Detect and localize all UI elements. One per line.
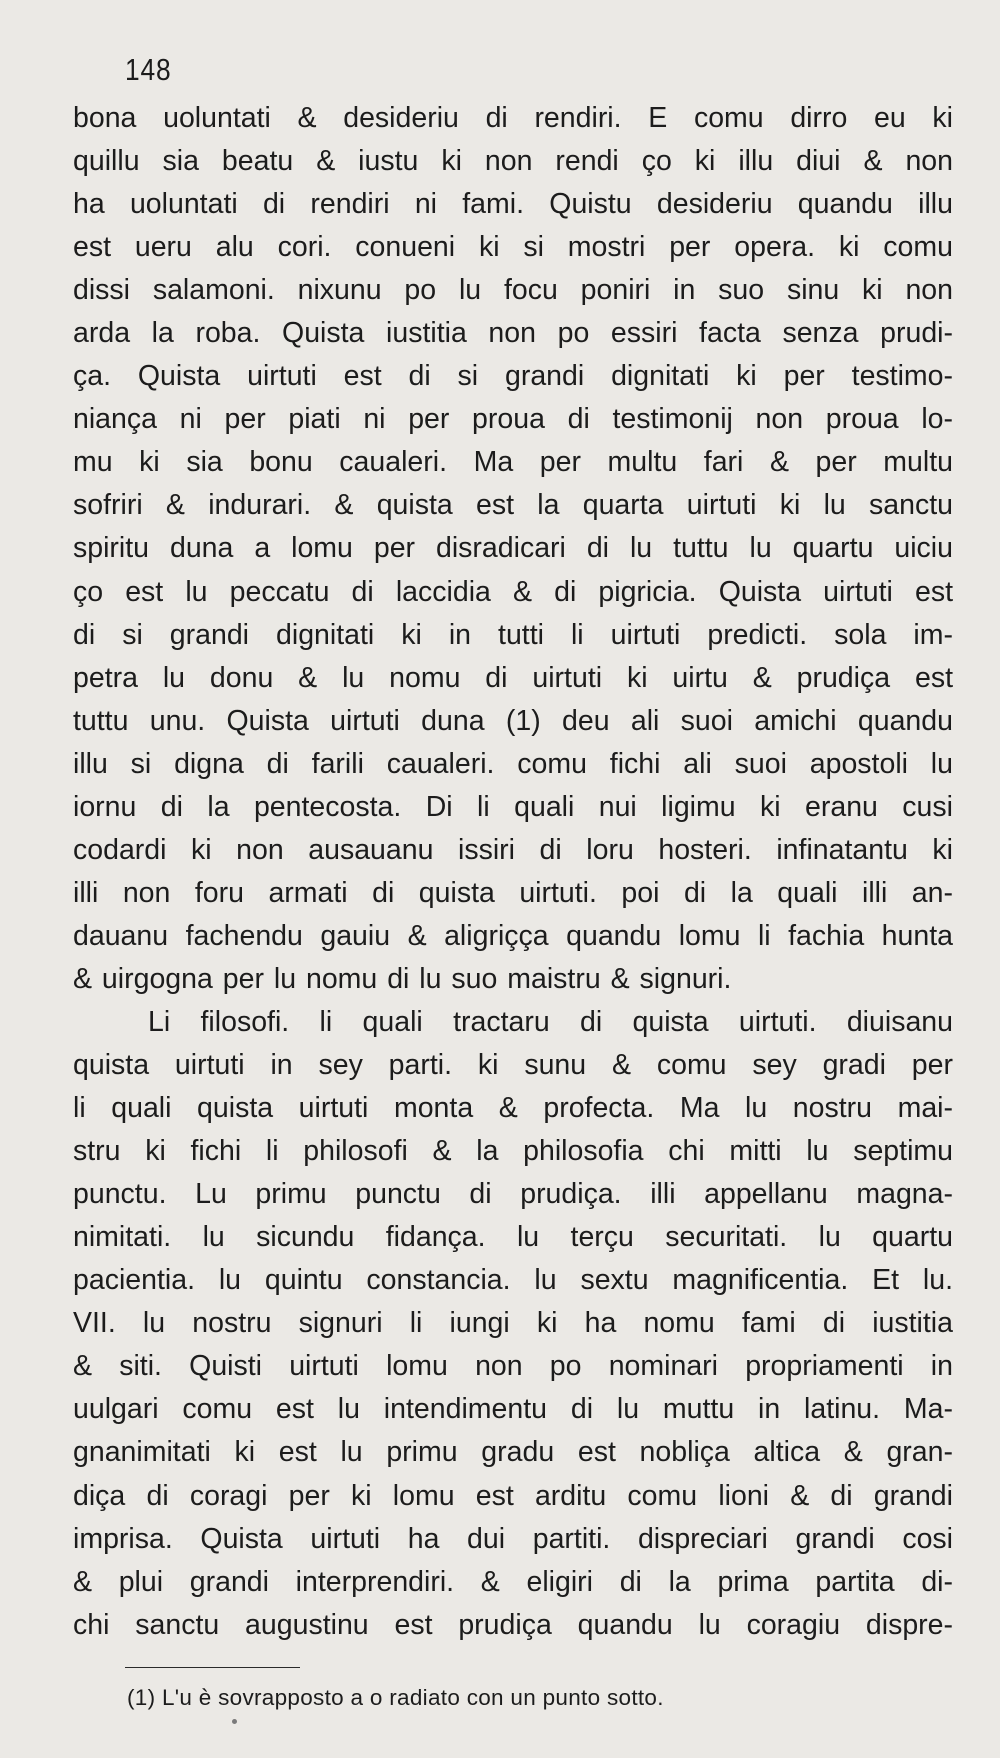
text-line: sofriri & indurari. & quista est la quarta uirtuti ki lu sanctu	[73, 489, 953, 522]
text-line: chi sanctu augustinu est prudiça quandu lu coragiu dispre-	[73, 1608, 953, 1641]
text-line: imprisa. Quista uirtuti ha dui partiti. dispreciari grandi cosi	[73, 1522, 953, 1555]
text-line: illi non foru armati di quista uirtuti. poi di la quali illi an-	[73, 876, 953, 909]
text-line: & uirgogna per lu nomu di lu suo maistru & signuri.	[73, 962, 732, 995]
text-line: & plui grandi interprendiri. & eligiri di la prima partita di-	[73, 1565, 953, 1598]
text-line: niança ni per piati ni per proua di testimonij non proua lo-	[73, 403, 953, 436]
text-line: spiritu duna a lomu per disradicari di lu tuttu lu quartu uiciu	[73, 532, 953, 565]
text-line: arda la roba. Quista iustitia non po essiri facta senza prudi-	[73, 317, 953, 350]
text-line: mu ki sia bonu caualeri. Ma per multu fari & per multu	[73, 446, 953, 479]
footnote: (1) L'u è sovrapposto a o radiato con un punto sotto.	[127, 1685, 664, 1710]
text-line: punctu. Lu primu punctu di prudiça. illi appellanu magna-	[73, 1178, 953, 1211]
text-line: dissi salamoni. nixunu po lu focu poniri in suo sinu ki non	[73, 274, 953, 307]
text-line: ço est lu peccatu di laccidia & di pigricia. Quista uirtuti est	[73, 575, 953, 608]
text-line: bona uoluntati & desideriu di rendiri. E comu dirro eu ki	[73, 102, 953, 134]
text-line: pacientia. lu quintu constancia. lu sextu magnificentia. Et lu.	[73, 1264, 953, 1297]
text-line: iornu di la pentecosta. Di li quali nui ligimu ki eranu cusi	[73, 790, 953, 823]
text-line: quillu sia beatu & iustu ki non rendi ço ki illu diui & non	[73, 145, 953, 178]
text-line: diça di coragi per ki lomu est arditu comu lioni & di grandi	[73, 1479, 953, 1512]
body-text	[73, 97, 953, 1647]
text-line-paragraph-start: Li filosofi. li quali tractaru di quista uirtuti. diuisanu	[148, 1005, 953, 1038]
print-speck	[232, 1719, 237, 1724]
text-line: VII. lu nostru signuri li iungi ki ha nomu fami di iustitia	[73, 1307, 953, 1340]
text-line: stru ki fichi li philosofi & la philosofia chi mitti lu septimu	[73, 1135, 953, 1168]
text-line: quista uirtuti in sey parti. ki sunu & comu sey gradi per	[73, 1049, 953, 1082]
text-line: nimitati. lu sicundu fidança. lu terçu securitati. lu quartu	[73, 1221, 953, 1254]
text-line: tuttu unu. Quista uirtuti duna (1) deu ali suoi amichi quandu	[73, 704, 953, 737]
text-line: uulgari comu est lu intendimentu di lu muttu in latinu. Ma-	[73, 1393, 953, 1426]
text-line: codardi ki non ausauanu issiri di loru hosteri. infinatantu ki	[73, 833, 953, 866]
text-line: illu si digna di farili caualeri. comu fichi ali suoi apostoli lu	[73, 747, 953, 780]
text-line: gnanimitati ki est lu primu gradu est nobliça altica & gran-	[73, 1436, 953, 1469]
footnote-rule	[125, 1667, 300, 1668]
text-line: ça. Quista uirtuti est di si grandi dignitati ki per testimo-	[73, 360, 953, 393]
text-line: li quali quista uirtuti monta & profecta. Ma lu nostru mai-	[73, 1092, 953, 1125]
text-line: est ueru alu cori. conueni ki si mostri per opera. ki comu	[73, 231, 953, 264]
text-line: dauanu fachendu gauiu & aligriçça quandu lomu li fachia hunta	[73, 919, 953, 952]
text-line: ha uoluntati di rendiri ni fami. Quistu desideriu quandu illu	[73, 188, 953, 221]
page-number: 148	[125, 52, 172, 87]
text-line: & siti. Quisti uirtuti lomu non po nominari propriamenti in	[73, 1350, 953, 1383]
text-line: di si grandi dignitati ki in tutti li uirtuti predicti. sola im-	[73, 618, 953, 651]
text-line: petra lu donu & lu nomu di uirtuti ki uirtu & prudiça est	[73, 661, 953, 694]
